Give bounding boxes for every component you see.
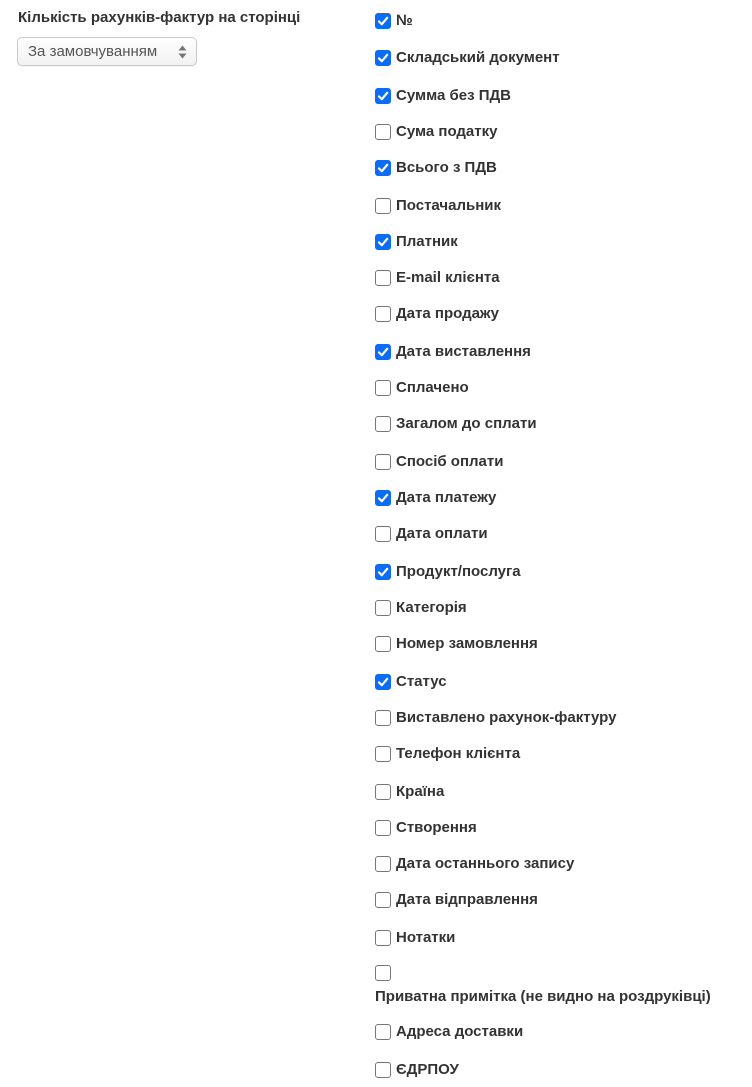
column-option-label[interactable]: Спосіб оплати [396,453,504,470]
column-option-label[interactable]: ЄДРПОУ [396,1061,459,1078]
column-option-label[interactable]: Сума податку [396,123,498,140]
checkbox[interactable] [375,198,391,214]
checkbox[interactable] [375,1062,391,1078]
checkmark-icon [377,676,389,688]
checkbox[interactable] [375,820,391,836]
checkbox[interactable] [375,416,391,432]
checkbox[interactable] [375,344,391,360]
checkbox[interactable] [375,564,391,580]
column-option-label[interactable]: Складський документ [396,49,560,66]
checkmark-icon [377,236,389,248]
checkmark-icon [377,90,389,102]
checkbox[interactable] [375,526,391,542]
column-option-label[interactable]: Дата платежу [396,489,497,506]
checkmark-icon [377,162,389,174]
column-option-label[interactable]: Дата оплати [396,525,488,542]
checkbox[interactable] [375,746,391,762]
checkbox[interactable] [375,490,391,506]
checkbox[interactable] [375,892,391,908]
checkbox[interactable] [375,784,391,800]
column-option-label[interactable]: Адреса доставки [396,1023,524,1040]
checkmark-icon [377,346,389,358]
checkbox[interactable] [375,454,391,470]
column-option-label[interactable]: Дата виставлення [396,343,531,360]
checkbox[interactable] [375,234,391,250]
checkbox[interactable] [375,88,391,104]
column-option-label[interactable]: Виставлено рахунок-фактуру [396,709,617,726]
checkbox[interactable] [375,930,391,946]
column-option-label[interactable]: E-mail клієнта [396,269,500,286]
checkbox[interactable] [375,124,391,140]
column-option-label[interactable]: Приватна примітка (не видно на роздруківці) [375,988,711,1005]
checkbox[interactable] [375,380,391,396]
column-option-label[interactable]: Створення [396,819,477,836]
column-option-label[interactable]: Дата останнього запису [396,855,575,872]
checkbox[interactable] [375,270,391,286]
column-option-label[interactable]: Країна [396,783,445,800]
column-option-label[interactable]: Платник [396,233,458,250]
per-page-select-value: За замовчуванням [28,43,158,60]
per-page-label: Кількість рахунків-фактур на сторінці [18,9,301,26]
checkbox[interactable] [375,636,391,652]
column-option-label[interactable]: Всього з ПДВ [396,159,497,176]
checkbox[interactable] [375,965,391,981]
column-option-label[interactable]: Телефон клієнта [396,745,521,762]
column-option-label[interactable]: Категорія [396,599,467,616]
select-arrows-icon [178,45,187,59]
checkbox[interactable] [375,50,391,66]
checkmark-icon [377,566,389,578]
column-option-label[interactable]: Статус [396,673,447,690]
column-option-label[interactable]: Дата відправлення [396,891,538,908]
column-option-label[interactable]: Постачальник [396,197,501,214]
checkbox[interactable] [375,13,391,29]
column-option-label[interactable]: Загалом до сплати [396,415,537,432]
checkbox[interactable] [375,856,391,872]
checkbox[interactable] [375,710,391,726]
checkmark-icon [377,492,389,504]
checkbox[interactable] [375,600,391,616]
checkmark-icon [377,52,389,64]
checkbox[interactable] [375,1024,391,1040]
column-option-label[interactable]: № [396,12,413,29]
column-option-label[interactable]: Сумма без ПДВ [396,87,512,104]
column-option-label[interactable]: Дата продажу [396,305,499,322]
checkbox[interactable] [375,160,391,176]
checkbox[interactable] [375,306,391,322]
column-option-label[interactable]: Продукт/послуга [396,563,521,580]
column-option-label[interactable]: Номер замовлення [396,635,538,652]
per-page-select[interactable] [17,37,197,66]
checkbox[interactable] [375,674,391,690]
column-option-label[interactable]: Сплачено [396,379,469,396]
checkmark-icon [377,15,389,27]
column-option-label[interactable]: Нотатки [396,929,456,946]
